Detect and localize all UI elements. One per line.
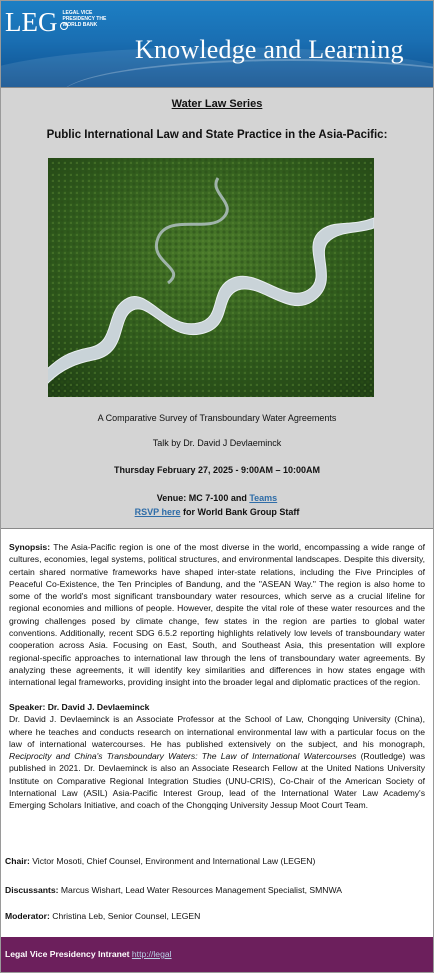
footer-text xyxy=(5,949,172,959)
footer-label: Legal Vice Presidency Intranet xyxy=(5,949,132,959)
book-title: Reciprocity and China's Transboundary Waters: The Law of International Watercourses xyxy=(9,751,357,762)
speaker-bio-b: (Routledge) was published in 2021. Dr. Devlaeminck is also an Associate Research Fellow at the United Nations University Institute on Comparative Regional Integration Studies (UNU-CRIS), Co-Chair of the American Society of International Law (ASIL) Asia-Pacific Interest Group, lead of the International Water Law Academy's Emerging Scholars Initiative, and coach of the Chongqing University Jessup Moot Court Team. xyxy=(9,751,425,811)
teams-link[interactable]: Teams xyxy=(249,493,278,503)
synopsis-section xyxy=(5,541,429,689)
event-subtitle: A Comparative Survey of Transboundary Water Agreements xyxy=(97,413,337,423)
river-image xyxy=(48,158,374,397)
discussants-label: Discussants: xyxy=(5,885,59,895)
venue-block xyxy=(1,491,433,519)
speaker-section xyxy=(5,701,429,812)
synopsis-paragraph xyxy=(9,541,425,689)
speaker-label: Speaker: Dr. David J. Devlaeminck xyxy=(9,702,150,712)
series-title: Water Law Series xyxy=(171,98,263,110)
synopsis-text: The Asia-Pacific region is one of the most diverse in the world, encompassing a wide range of cultures, economies, legal systems, political structures, and environmental landscapes. Despite this diversity, certain shared normative frameworks have shaped inter-state relations, including the Five Principles of Peaceful Co-Existence, the Ten Principles of Bandung, and the "ASEAN Way." The region is also home to some of the world's most significant transboundary water resources, which serve as a crucial lifeline for regional economies and millions of people. However, despite the vital role of these water resources and the growing challenges posed by climate change, few states in the region are parties to global water conventions. Additionally, recent SDG 6.5.2 reporting highlights relatively low levels of transboundary water cooperation across Asia. Focusing on East, South, and Southeast Asia, this presentation will explore regional-specific approaches to international law through the lens of transboundary water agreements. By analyzing these agreements, it will identify key similarities and differences in how states engage with international legal frameworks, providing insight into the broader legal and diplomatic practices of the region. xyxy=(9,542,425,688)
discussants-line xyxy=(5,885,342,895)
intranet-link[interactable]: http://legal xyxy=(131,949,172,959)
moderator-text: Christina Leb, Senior Counsel, LEGEN xyxy=(49,911,201,921)
chair-text: Victor Mosoti, Chief Counsel, Environment and International Law (LEGEN) xyxy=(29,856,316,866)
venue-line xyxy=(1,491,433,505)
event-section xyxy=(1,87,433,529)
moderator-line xyxy=(5,911,200,921)
leg-logo xyxy=(5,7,110,37)
rsvp-link[interactable]: RSVP here xyxy=(134,507,181,517)
moderator-label: Moderator: xyxy=(5,911,50,921)
talk-by: Talk by Dr. David J Devlaeminck xyxy=(152,438,282,448)
river-photo xyxy=(48,158,374,397)
logo-subtext: LEGAL VICE PRESIDENCY THE WORLD BANK xyxy=(62,10,107,28)
rsvp-text: for World Bank Group Staff xyxy=(180,507,300,517)
speaker-bio xyxy=(9,713,425,811)
venue-text: Venue: MC 7-100 and xyxy=(156,493,250,503)
banner-title: Knowledge and Learning xyxy=(135,35,404,64)
rsvp-line xyxy=(1,505,433,519)
synopsis-label: Synopsis: xyxy=(9,542,51,552)
speaker-heading xyxy=(9,701,425,713)
chair-label: Chair: xyxy=(5,856,30,866)
banner xyxy=(1,1,433,87)
discussants-text: Marcus Wishart, Lead Water Resources Management Specialist, SMNWA xyxy=(58,885,343,895)
logo-text: LEG xyxy=(5,7,58,37)
event-title: Public International Law and State Practice in the Asia-Pacific: xyxy=(46,129,388,141)
world-bank-globe-icon xyxy=(60,22,68,30)
chair-line xyxy=(5,856,315,866)
footer-bar xyxy=(1,937,433,972)
event-datetime: Thursday February 27, 2025 - 9:00AM – 10:00AM xyxy=(113,465,321,475)
speaker-bio-a: Dr. David J. Devlaeminck is an Associate Professor at the School of Law, Chongqing University (China), where he teaches and conducts research on international environmental law with a particular focus on the law of international watercourses. He has published extensively on the subject, and his monograph, xyxy=(9,714,425,749)
